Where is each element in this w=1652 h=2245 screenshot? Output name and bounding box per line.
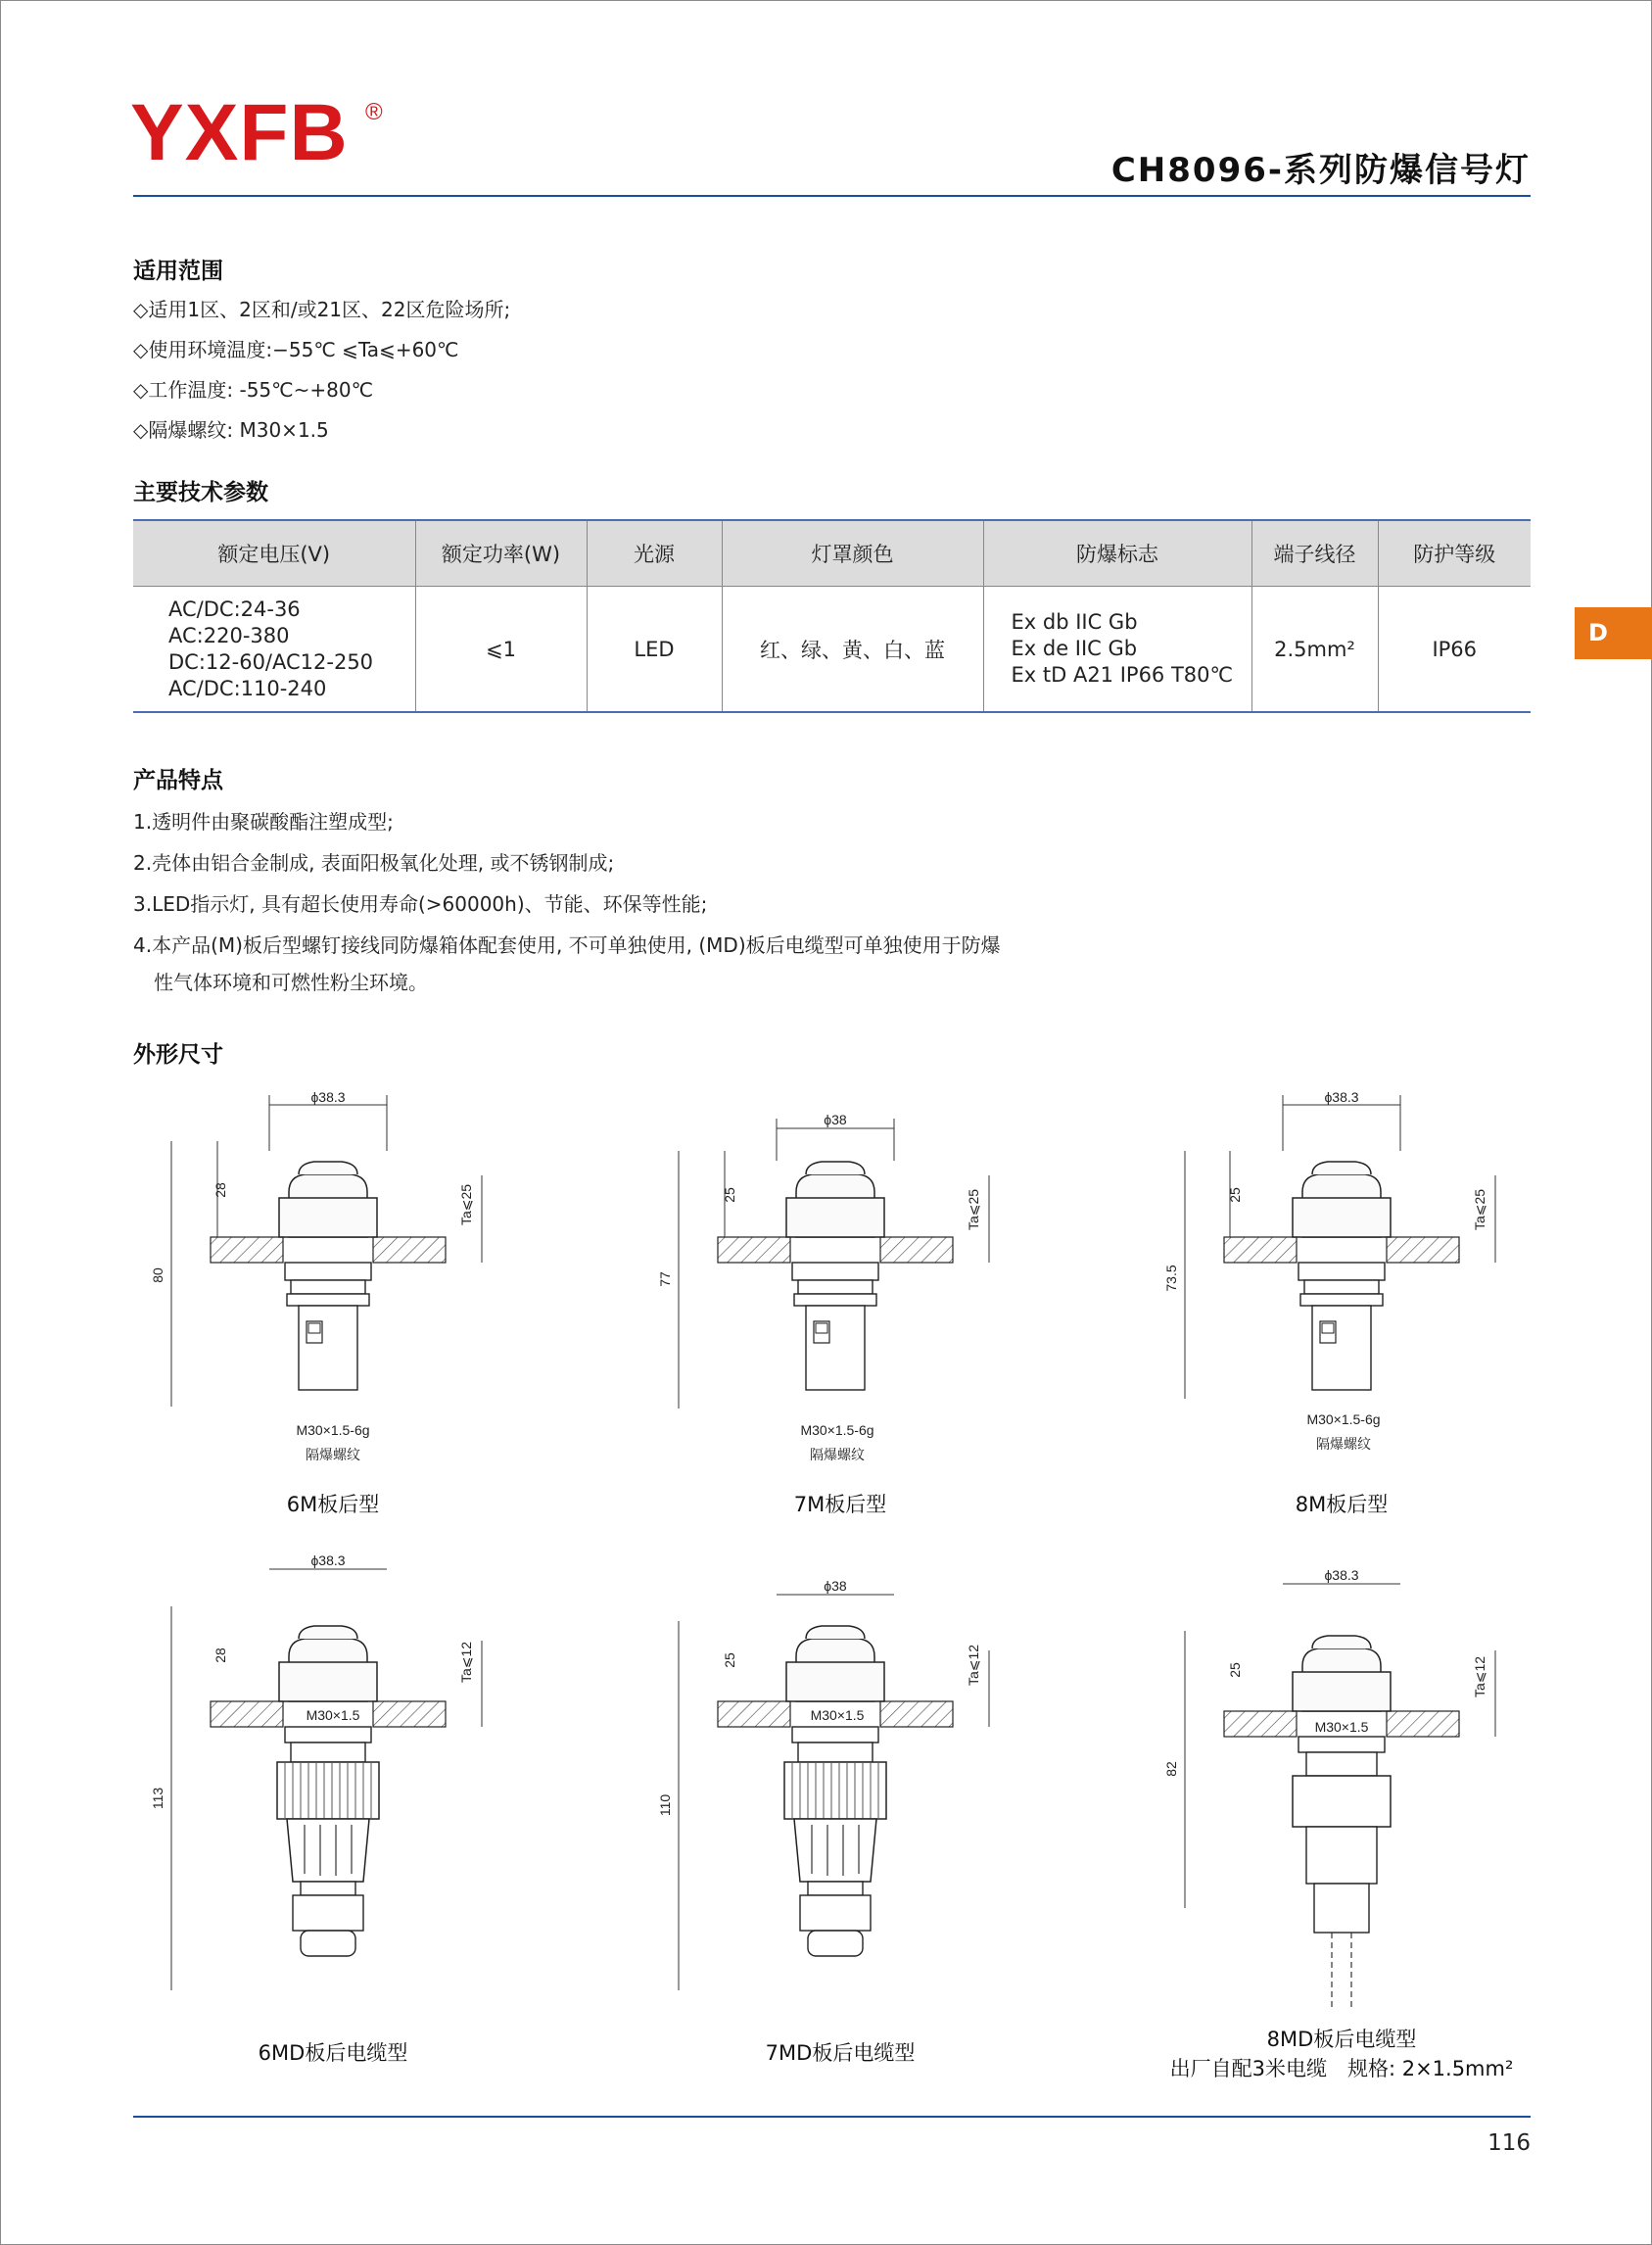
spec-header-wire: 端子线径 <box>1251 520 1378 587</box>
ex-mark: Ex tD A21 IP66 T80℃ <box>1011 663 1234 687</box>
thread-label: M30×1.5-6g <box>296 1422 370 1438</box>
scope-title: 适用范围 <box>133 259 223 284</box>
figure-caption: 8MD板后电缆型 <box>1266 2028 1417 2051</box>
dim-ta: Ta⩽12 <box>1472 1655 1487 1698</box>
brand-name: YXFB <box>130 88 349 177</box>
dim-total-height: 113 <box>150 1787 165 1810</box>
dim-diameter: ϕ38 <box>824 1578 847 1594</box>
spec-header-protection: 防护等级 <box>1378 520 1531 587</box>
dim-total-height: 110 <box>657 1793 673 1817</box>
dim-ta: Ta⩽25 <box>1472 1188 1487 1231</box>
thread-short: M30×1.5 <box>306 1707 360 1723</box>
dim-cap-height: 28 <box>212 1182 228 1198</box>
scope-item: ◇适用1区、2区和/或21区、22区危险场所; <box>133 298 511 321</box>
dim-diameter: ϕ38.3 <box>1324 1567 1359 1583</box>
drawing-8md <box>1224 1636 1459 2011</box>
document-title: CH8096-系列防爆信号灯 <box>1110 151 1531 190</box>
dim-cap-height: 25 <box>1227 1187 1243 1203</box>
feature-item: 1.透明件由聚碳酸酯注塑成型; <box>133 810 394 834</box>
feature-item: 3.LED指示灯, 具有超长使用寿命(>60000h)、节能、环保等性能; <box>133 892 708 916</box>
dim-ta: Ta⩽25 <box>458 1183 474 1226</box>
scope-item: ◇隔爆螺纹: M30×1.5 <box>133 418 329 442</box>
section-tab: D <box>1575 607 1652 659</box>
thread-short: M30×1.5 <box>810 1707 865 1723</box>
drawing-7md <box>718 1626 953 1956</box>
feature-item: 性气体环境和可燃性粉尘环境。 <box>154 971 428 994</box>
dim-cap-height: 28 <box>212 1648 228 1663</box>
spec-color: 红、绿、黄、白、蓝 <box>722 587 983 713</box>
voltage-line: AC/DC:24-36 <box>168 597 301 621</box>
dim-cap-height: 25 <box>1227 1662 1243 1678</box>
feature-item: 2.壳体由铝合金制成, 表面阳极氧化处理, 或不锈钢制成; <box>133 851 615 875</box>
figure-caption: 7MD板后电缆型 <box>765 2041 916 2065</box>
figure-caption: 6MD板后电缆型 <box>258 2041 408 2065</box>
scope-item: ◇工作温度: -55℃~+80℃ <box>133 378 374 402</box>
thread-note: 隔爆螺纹 <box>1316 1436 1371 1452</box>
thread-label: M30×1.5-6g <box>800 1422 874 1438</box>
drawing-8m <box>1224 1162 1459 1390</box>
feature-item: 4.本产品(M)板后型螺钉接线同防爆箱体配套使用, 不可单独使用, (MD)板后电缆型可单独使用于防爆 <box>133 933 1001 957</box>
spec-light: LED <box>587 587 722 713</box>
registered-mark: ® <box>365 99 384 125</box>
dim-diameter: ϕ38 <box>824 1112 847 1127</box>
spec-header-voltage: 额定电压(V) <box>133 520 415 587</box>
dim-total-height: 77 <box>657 1271 673 1287</box>
dimensions-title: 外形尺寸 <box>133 1042 223 1068</box>
dim-ta: Ta⩽25 <box>966 1188 981 1231</box>
thread-short: M30×1.5 <box>1314 1719 1369 1735</box>
spec-power: ⩽1 <box>415 587 587 713</box>
dim-diameter: ϕ38.3 <box>310 1089 346 1105</box>
drawing-6md <box>211 1626 446 1956</box>
drawing-6m <box>211 1162 446 1390</box>
voltage-line: AC:220-380 <box>168 623 290 647</box>
dim-cap-height: 25 <box>722 1187 737 1203</box>
cable-note: 出厂自配3米电缆 规格: 2×1.5mm² <box>1169 2057 1514 2080</box>
ex-mark: Ex db IIC Gb <box>1011 610 1138 634</box>
thread-note: 隔爆螺纹 <box>810 1447 865 1462</box>
voltage-line: DC:12-60/AC12-250 <box>168 649 374 674</box>
spec-header-ex: 防爆标志 <box>983 520 1251 587</box>
ex-mark: Ex de IIC Gb <box>1011 637 1138 660</box>
dim-ta: Ta⩽12 <box>966 1644 981 1687</box>
features-title: 产品特点 <box>133 768 223 793</box>
spec-protection: IP66 <box>1378 587 1531 713</box>
dim-total-height: 80 <box>150 1267 165 1283</box>
footer-rule <box>133 2116 1531 2118</box>
figure-caption: 8M板后型 <box>1295 1493 1389 1516</box>
spec-header-light: 光源 <box>587 520 722 587</box>
dim-diameter: ϕ38.3 <box>1324 1089 1359 1105</box>
specs-title: 主要技术参数 <box>133 480 268 505</box>
spec-wire: 2.5mm² <box>1251 587 1378 713</box>
dim-ta: Ta⩽12 <box>458 1641 474 1684</box>
thread-label: M30×1.5-6g <box>1306 1411 1381 1427</box>
spec-header-power: 额定功率(W) <box>415 520 587 587</box>
figure-caption: 7M板后型 <box>793 1493 887 1516</box>
drawing-7m <box>718 1162 953 1390</box>
scope-item: ◇使用环境温度:−55℃ ⩽Ta⩽+60℃ <box>133 338 459 361</box>
dim-total-height: 82 <box>1163 1761 1179 1777</box>
dim-total-height: 73.5 <box>1163 1265 1179 1292</box>
figure-caption: 6M板后型 <box>286 1493 380 1516</box>
thread-note: 隔爆螺纹 <box>306 1447 360 1462</box>
spec-header-color: 灯罩颜色 <box>722 520 983 587</box>
voltage-line: AC/DC:110-240 <box>168 676 327 700</box>
dim-cap-height: 25 <box>722 1652 737 1668</box>
page-number: 116 <box>1487 2130 1531 2156</box>
dim-diameter: ϕ38.3 <box>310 1552 346 1568</box>
